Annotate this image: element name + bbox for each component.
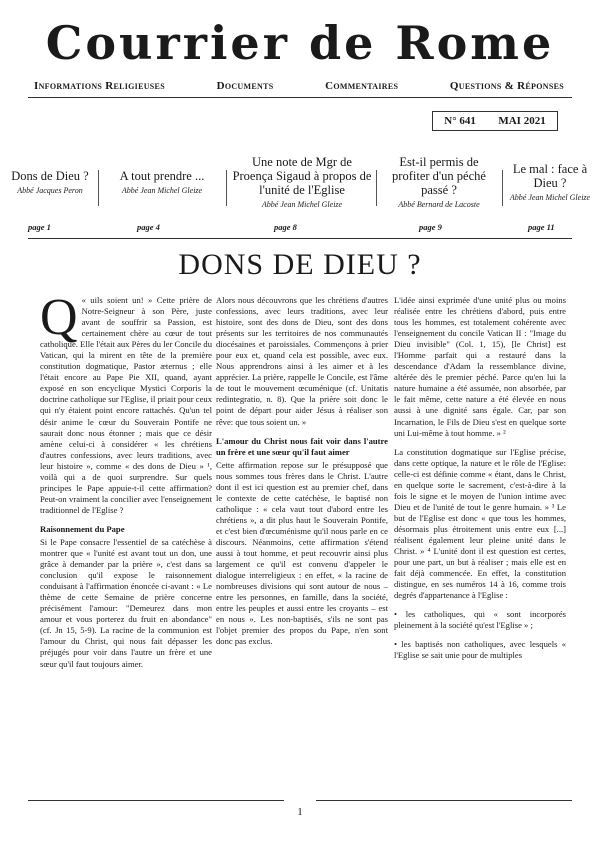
subheading: Raisonnement du Pape [40,523,125,534]
paragraph: • les baptisés non catholiques, avec lesquels « l'Eglise se sait unie pour de multiples [394,639,566,661]
toc-author: Abbé Bernard de Lacoste [398,200,480,209]
toc-author: Abbé Jean Michel Gleize [121,186,203,195]
article-column-2 [216,295,388,647]
toc-author: Abbé Jean Michel Gleize [261,200,343,209]
section-commentaires: Commentaires [325,80,399,92]
divider-top [28,97,572,98]
subheading: L'amour du Christ nous fait voir dans l'autre un frère et une sœur qu'il faut aimer [216,435,388,457]
toc-author: Abbé Jean Michel Gleize [509,193,591,202]
toc-title: A tout prendre ... [119,169,205,183]
toc-separator [502,170,503,206]
table-of-contents [6,148,594,216]
toc-page-ref: page 4 [137,222,160,232]
article-headline: DONS DE DIEU ? [178,248,422,281]
paragraph: La constitution dogmatique sur l'Eglise précise, dans cette optique, la nature et le rôle de l'Eglise: celle-ci est définie comme « étant, dans le Christ, en quelque sorte le sacrement, c'est-à-dire à la fois le signe et le moyen de l'union intime avec Dieu et de l'unité de tout le genre humain. » ³ Le but de l'Eglise est donc « que tous les hommes, désormais plus étroitement unis entre eux [...] réalisent également leur pleine unité dans le Christ. » ⁴ L'unité dont il est question est certes, pour une part, un but à réaliser ; mais elle est en fait déjà commencée. En effet, la constitution distingue, en ses numéros 14 à 16, comme trois degrés d'appartenance à l'Eglise : [394,446,566,601]
toc-separator [98,170,99,206]
toc-item[interactable] [506,148,594,216]
toc-separator [226,170,227,206]
footer-rule-right [316,800,572,801]
paragraph: • les catholiques, qui « sont incorporés pleinement à la société qu'est l'Eglise » ; [394,609,566,631]
toc-item[interactable] [232,148,372,216]
drop-cap: Q [40,289,78,346]
paragraph: Cette affirmation repose sur le présupposé que nous sommes tous frères dans le Christ. L'autre dont il est ici question est au premier chef, dans le contexte de cette catéchèse, le baptisé non catholique : « cela vaut tout d'abord entre les chrétiens », a dit plus haut le Souverain Pontife, et c'est bien d'œcuménisme qu'il nous parle en ce discours. Néanmoins, cette affirmation s'étend aussi à tout homme, et peut recouvrir ainsi plus largement ce qu'il est convenu d'appeler le dialogue interreligieux : en effet, « la racine de nombreuses divisions qui sont autour de nous – entre les personnes, en famille, dans la société, entre les peuples et aussi entre les croyants – est en nous ». Les non-baptisés, s'ils ne sont pas l'objet premier des propos du Pape, n'en sont donc pas exclus. [216,459,388,647]
paragraph: L'idée ainsi exprimée d'une unité plus ou moins réalisée entre les chrétiens d'abord, puis entre tous les hommes, est totalement cohérente avec l'enseignement du concile Vatican II : "Image du Dieu invisible" (Col. 1, 15), [le Christ] est l'Homme parfait qui a restauré dans la descendance d'Adam la ressemblance divine, altérée dès le premier péché. Parce qu'en lui la nature humaine a été assumée, non absorbée, par le fait même, cette nature a été élevée en nous aussi à une dignité sans égale. Car, par son Incarnation, le Fils de Dieu s'est en quelque sorte uni Lui-même à tout homme. » ² [394,295,566,438]
toc-page-ref: page 9 [419,222,442,232]
masthead-title: Courrier de Rome [45,16,555,70]
toc-item[interactable] [6,148,94,216]
divider-headline [28,238,572,239]
toc-item[interactable] [380,148,498,216]
footer-rule-left [28,800,284,801]
toc-page-ref: page 11 [528,222,555,232]
toc-title: Est-il permis de profiter d'un péché passé ? [392,155,486,197]
toc-title: Une note de Mgr de Proença Sigaud à propos de l'unité de l'Eglise [232,155,372,197]
section-informations: Informations Religieuses [34,80,165,92]
issue-date: MAI 2021 [498,115,546,127]
toc-title: Le mal : face à Dieu ? [512,162,588,190]
toc-separator [376,170,377,206]
paragraph: Alors nous découvrons que les chrétiens d'autres confessions, avec leurs traditions, avec leur histoire, sont des dons de Dieu, sont des dons présents sur les territoires de nos communautés diocésaines et paroissiales. Commençons à prier pour eux et, quand cela est possible, avec eux. Nous apprendrons ainsi à les aimer et à les apprécier. La prière, rappelle le Concile, est l'âme de tout le mouvement œcuménique (cf. Unitatis redintegratio, n. 8). Que la prière soit donc le point de départ pour aider Jésus à réaliser son rêve: que tous soient un. » [216,295,388,427]
article-column-1 [40,289,212,670]
page-number: 1 [297,806,303,818]
toc-item[interactable] [102,148,222,216]
paragraph: Si le Pape consacre l'essentiel de sa catéchèse à montrer que « l'unité est avant tout un don, une grâce à demander par la prière », c'est dans sa conclusion qu'il expose le raisonnement conduisant à l'affirmation énoncée ci-avant : « Le thème de cette Semaine de prière concerne précisément l'amour: "Demeurez dans mon amour et vous porterez du fruit en abondance" (cf. Jn 15, 5-9). La racine de la communion est l'amour du Christ, qui nous fait dépasser les préjugés pour voir dans l'autre un frère et une sœur qu'il faut toujours aimer. [40,536,212,669]
issue-box [432,111,558,131]
section-documents: Documents [216,80,274,92]
toc-page-ref: page 1 [28,222,51,232]
toc-page-ref: page 8 [274,222,297,232]
section-bar [34,80,564,92]
toc-title: Dons de Dieu ? [11,169,89,183]
issue-number: N° 641 [444,115,476,127]
toc-author: Abbé Jacques Peron [17,186,83,195]
section-questions: Questions & Réponses [449,80,564,92]
article-column-3 [394,295,566,661]
paragraph: « uils soient un! » Cette prière de Notre-Seigneur à son Père, juste avant de souffrir sa Passion, est certainement chère au cœur de tout catholique. Elle l'était aux Pères du ler Concile du Vatican, qui la mirent en tête de la première constitution dogmatique, Pastor æternus ; elle l'était encore au Pape Pie XII, quand, ayant exposé en son encyclique Mystici Corporis la doctrine catholique sur l'Eglise, il priait pour ceux qui n'y étaient point encore rattachés. Qu'un tel désir anime le cœur du Souverain Pontife ne saurait donc nous étonner ; mais que ce désir amène celui-ci à considérer « les chrétiens d'autres confessions, avec leurs traditions, avec leur histoire », comme « des dons de Dieu » ¹, voilà qui a de quoi surprendre. Sur quels principes le Pape appuie-t-il cette affirmation? Peut-on vraiment la concilier avec l'enseignement traditionnel de l'Eglise ? [40,295,212,515]
